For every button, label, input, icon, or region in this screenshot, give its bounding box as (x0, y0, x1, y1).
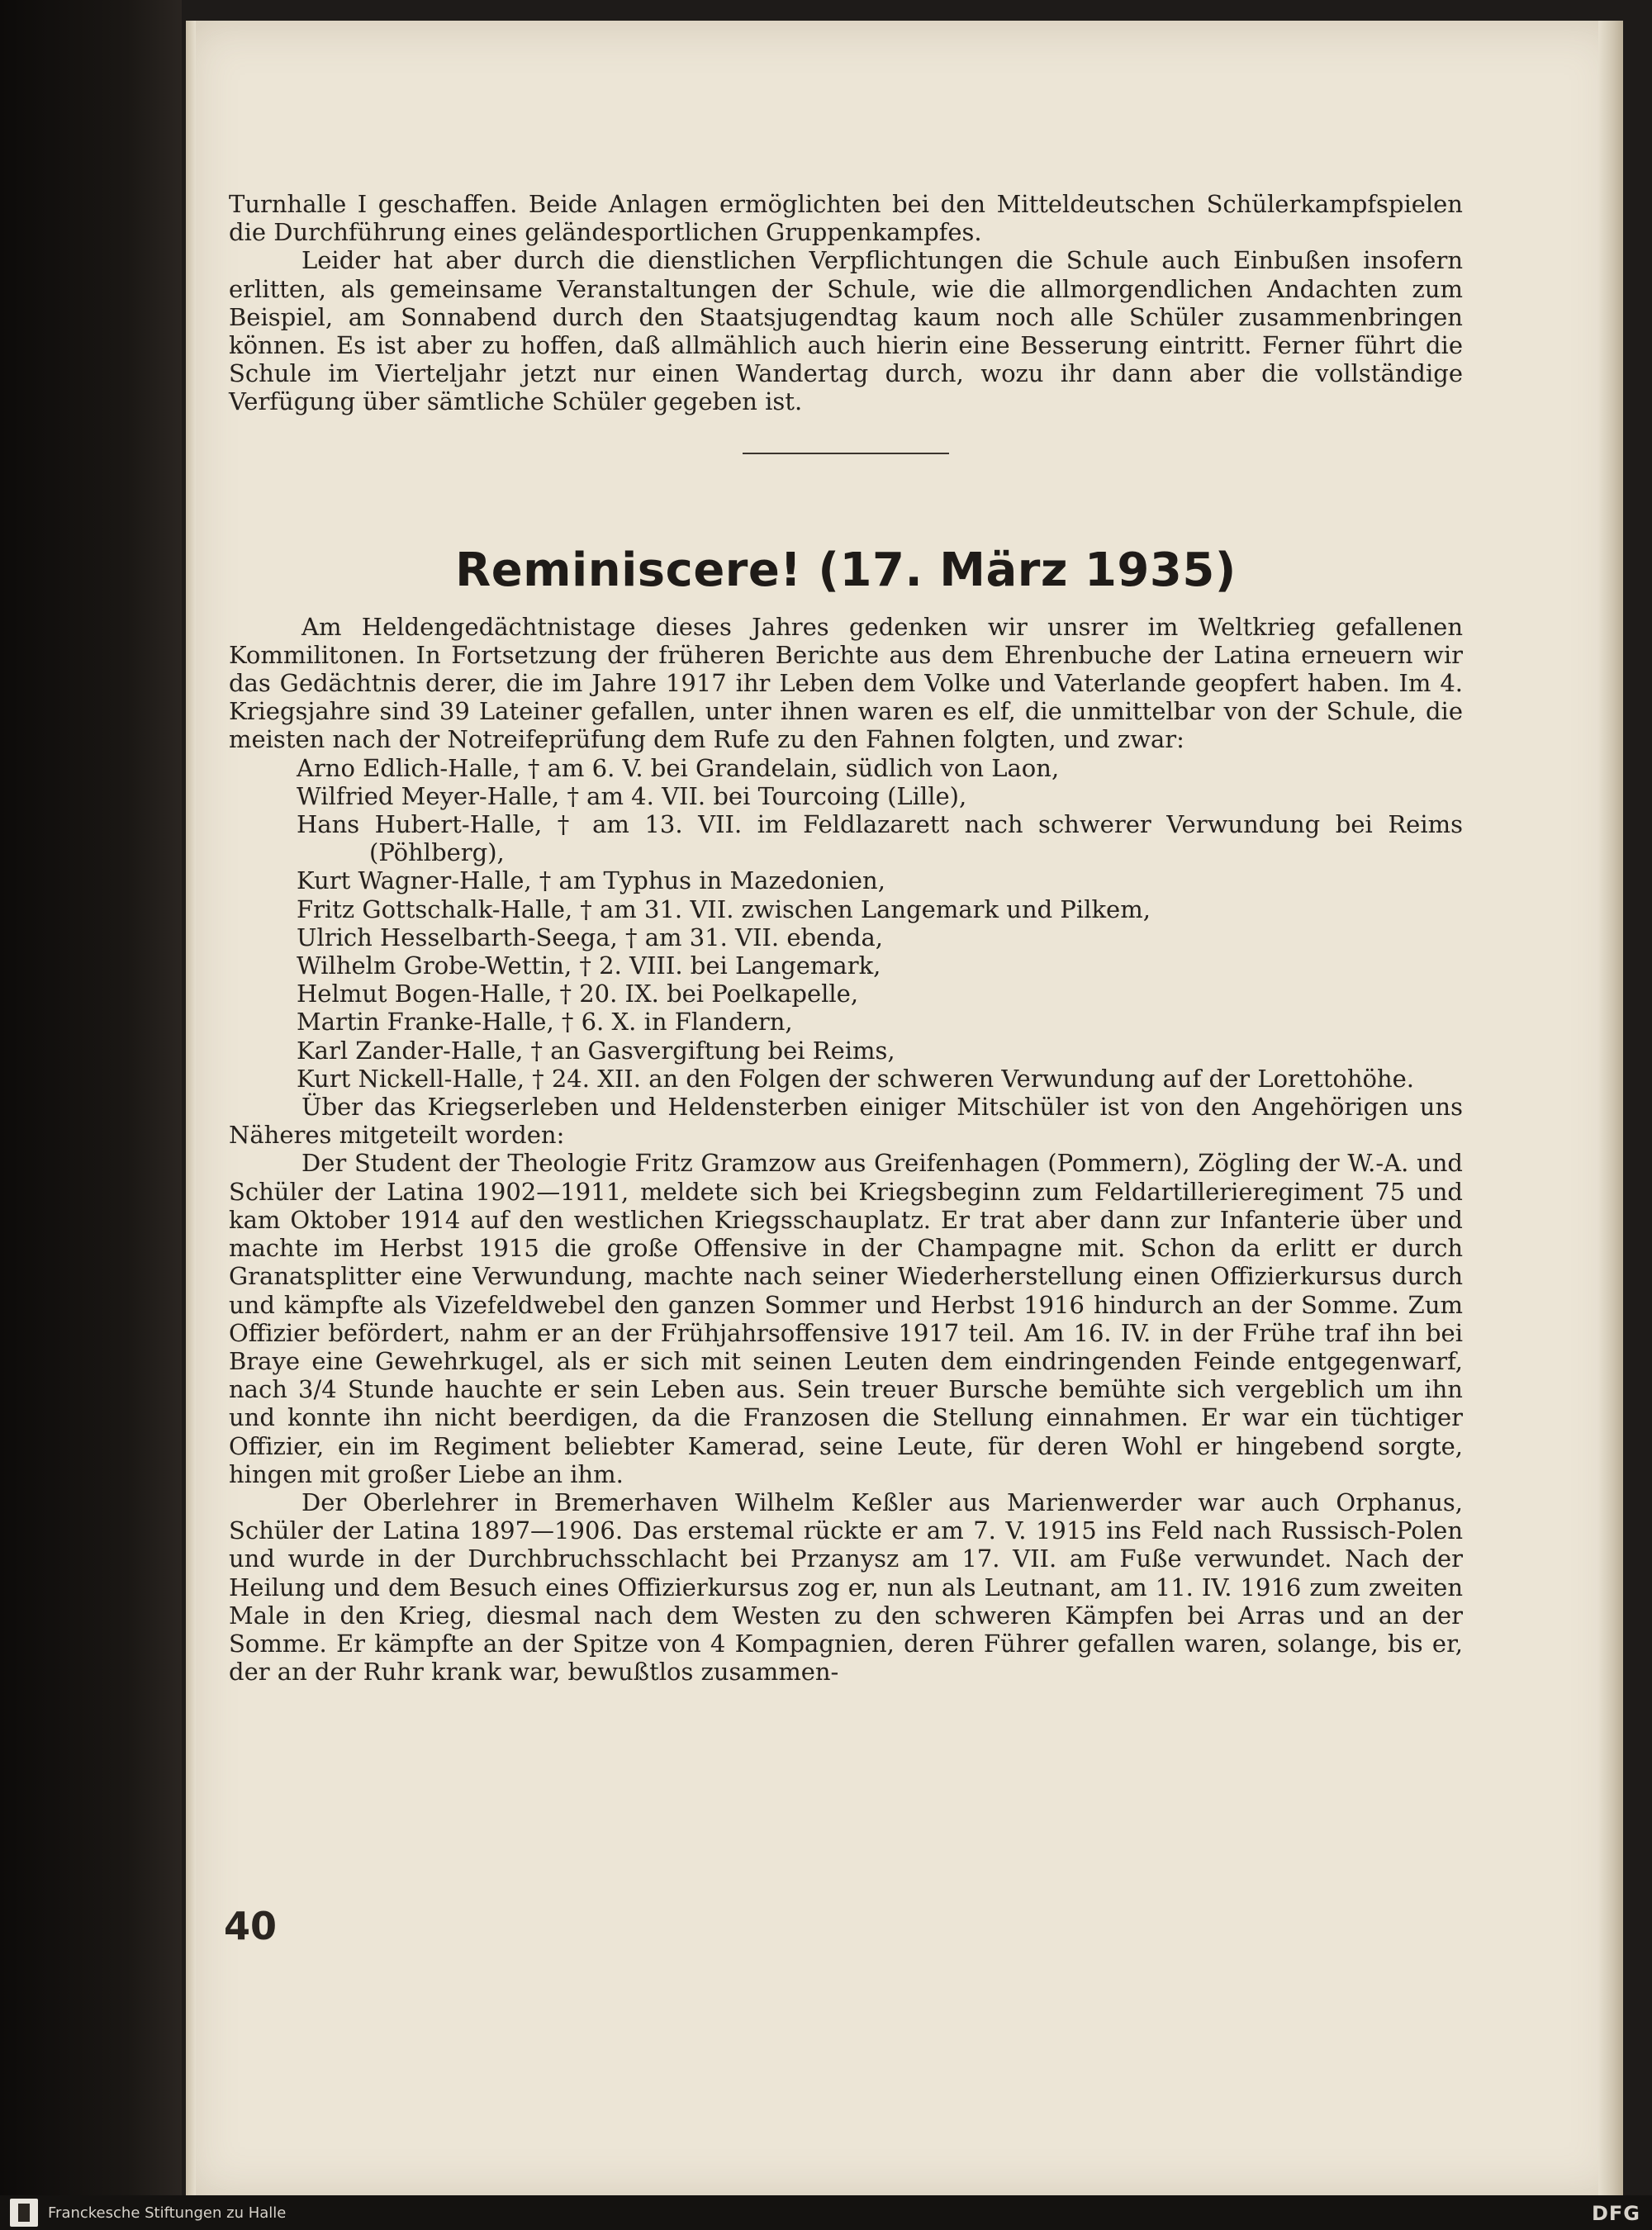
list-item: Arno Edlich-Halle, † am 6. V. bei Grandelain, südlich von Laon, (297, 753, 1060, 782)
list-item: Hans Hubert-Halle, † am 13. VII. im Feldlazarett nach schwerer Verwundung bei Reims (Pöhlberg), (297, 810, 1463, 867)
list-item: Kurt Wagner-Halle, † am Typhus in Mazedonien, (297, 866, 885, 895)
page-gutter (186, 21, 196, 2201)
institution-logo-icon (10, 2199, 38, 2227)
list-item: Martin Franke-Halle, † 6. X. in Flandern, (297, 1008, 793, 1037)
intro-paragraph-2: Leider hat aber durch die dienstlichen Verpflichtungen die Schule auch Einbußen insofern erlitten, als gemeinsame Veranstaltungen der Schule, wie die allmorgendlichen Andachten zum Beispiel, am Sonnabend durch den Staatsjugendtag kaum noch alle Schüler zusammenbringen können. Es ist aber zu hoffen, daß allmählich auch hierin eine Besserung eintritt. Ferner führt die Schule im Vierteljahr jetzt nur einen Wandertag durch, wozu ihr dann aber die vollständige Verfügung über sämtliche Schüler gegeben ist. (229, 246, 1463, 416)
fallen-list (229, 754, 1463, 1093)
list-item: Helmut Bogen-Halle, † 20. IX. bei Poelkapelle, (297, 980, 859, 1008)
section-title: Reminiscere! (17. März 1935) (455, 543, 1237, 597)
list-item: Wilfried Meyer-Halle, † am 4. VII. bei Tourcoing (Lille), (297, 781, 967, 810)
intro-paragraph-1: Turnhalle I geschaffen. Beide Anlagen ermöglichten bei den Mitteldeutschen Schülerkampfspielen die Durchführung eines geländesportlichen Gruppenkampfes. (229, 190, 1463, 247)
page-edge (1598, 21, 1623, 2201)
viewer-footer (0, 2195, 1652, 2230)
institution-name: Franckesche Stiftungen zu Halle (48, 2204, 287, 2222)
gramzow-paragraph: Der Student der Theologie Fritz Gramzow aus Greifenhagen (Pommern), Zögling der W.-A. und Schüler der Latina 1902—1911, meldete sich bei Kriegsbeginn zum Feldartillerieregiment 75 und kam Oktober 1914 auf den westlichen Kriegsschauplatz. Er trat aber dann zur Infanterie über und machte im Herbst 1915 die große Offensive in der Champagne mit. Schon da erlitt er durch Granatsplitter eine Verwundung, machte nach seiner Wiederherstellung einen Offizierkursus durch und kämpfte als Vizefeldwebel den ganzen Sommer und Herbst 1916 hindurch an der Somme. Zum Offizier befördert, nahm er an der Frühjahrsoffensive 1917 teil. Am 16. IV. in der Frühe traf ihn bei Braye eine Gewehrkugel, als er sich mit seinen Leuten dem eindringenden Feinde entgegenwarf, nach 3/4 Stunde hauchte er sein Leben aus. Sein treuer Bursche bemühte sich vergeblich um ihn und konnte ihn nicht beerdigen, da die Franzosen die Stellung einnahmen. Er war ein tüchtiger Offizier, ein im Regiment beliebter Kamerad, seine Leute, für deren Wohl er hingebend sorgte, hingen mit großer Liebe an ihm. (229, 1149, 1463, 1488)
list-item: Karl Zander-Halle, † an Gasvergiftung bei Reims, (297, 1036, 895, 1065)
page-number: 40 (224, 1904, 278, 1948)
page-text-column (229, 190, 1463, 1686)
after-list-paragraph: Über das Kriegserleben und Heldensterben einiger Mitschüler ist von den Angehörigen uns Näheres mitgeteilt worden: (229, 1093, 1463, 1150)
kessler-paragraph: Der Oberlehrer in Bremerhaven Wilhelm Keßler aus Marienwerder war auch Orphanus, Schüler der Latina 1897—1906. Das erstemal rückte er am 7. V. 1915 ins Feld nach Russisch-Polen und wurde in der Durchbruchsschlacht bei Przanysz am 17. VII. am Fuße verwundet. Nach der Heilung und dem Besuch eines Offizierkursus zog er, nun als Leutnant, am 11. IV. 1916 zum zweiten Male in den Krieg, diesmal nach dem Westen zu den schweren Kämpfen bei Arras und an der Somme. Er kämpfte an der Spitze von 4 Kompagnien, deren Führer gefallen waren, solange, bis er, der an der Ruhr krank war, bewußtlos zusammen- (229, 1487, 1463, 1687)
list-item: Kurt Nickell-Halle, † 24. XII. an den Folgen der schweren Verwundung auf der Lorettohöhe. (297, 1064, 1415, 1093)
section-divider (743, 453, 949, 454)
dfg-logo: DFG (1591, 2202, 1640, 2225)
list-item: Ulrich Hesselbarth-Seega, † am 31. VII. ebenda, (297, 923, 883, 951)
list-item: Wilhelm Grobe-Wettin, † 2. VIII. bei Langemark, (297, 951, 881, 980)
list-item: Fritz Gottschalk-Halle, † am 31. VII. zwischen Langemark und Pilkem, (297, 894, 1151, 923)
section-intro-paragraph: Am Heldengedächtnistage dieses Jahres gedenken wir unsrer im Weltkrieg gefallenen Kommilitonen. In Fortsetzung der früheren Berichte aus dem Ehrenbuche der Latina erneuern wir das Gedächtnis derer, die im Jahre 1917 ihr Leben dem Volke und Vaterlande geopfert haben. Im 4. Kriegsjahre sind 39 Lateiner gefallen, unter ihnen waren es elf, die unmittelbar von der Schule, die meisten nach der Notreifeprüfung dem Rufe zu den Fahnen folgten, und zwar: (229, 612, 1463, 754)
scan-background (0, 0, 182, 2222)
